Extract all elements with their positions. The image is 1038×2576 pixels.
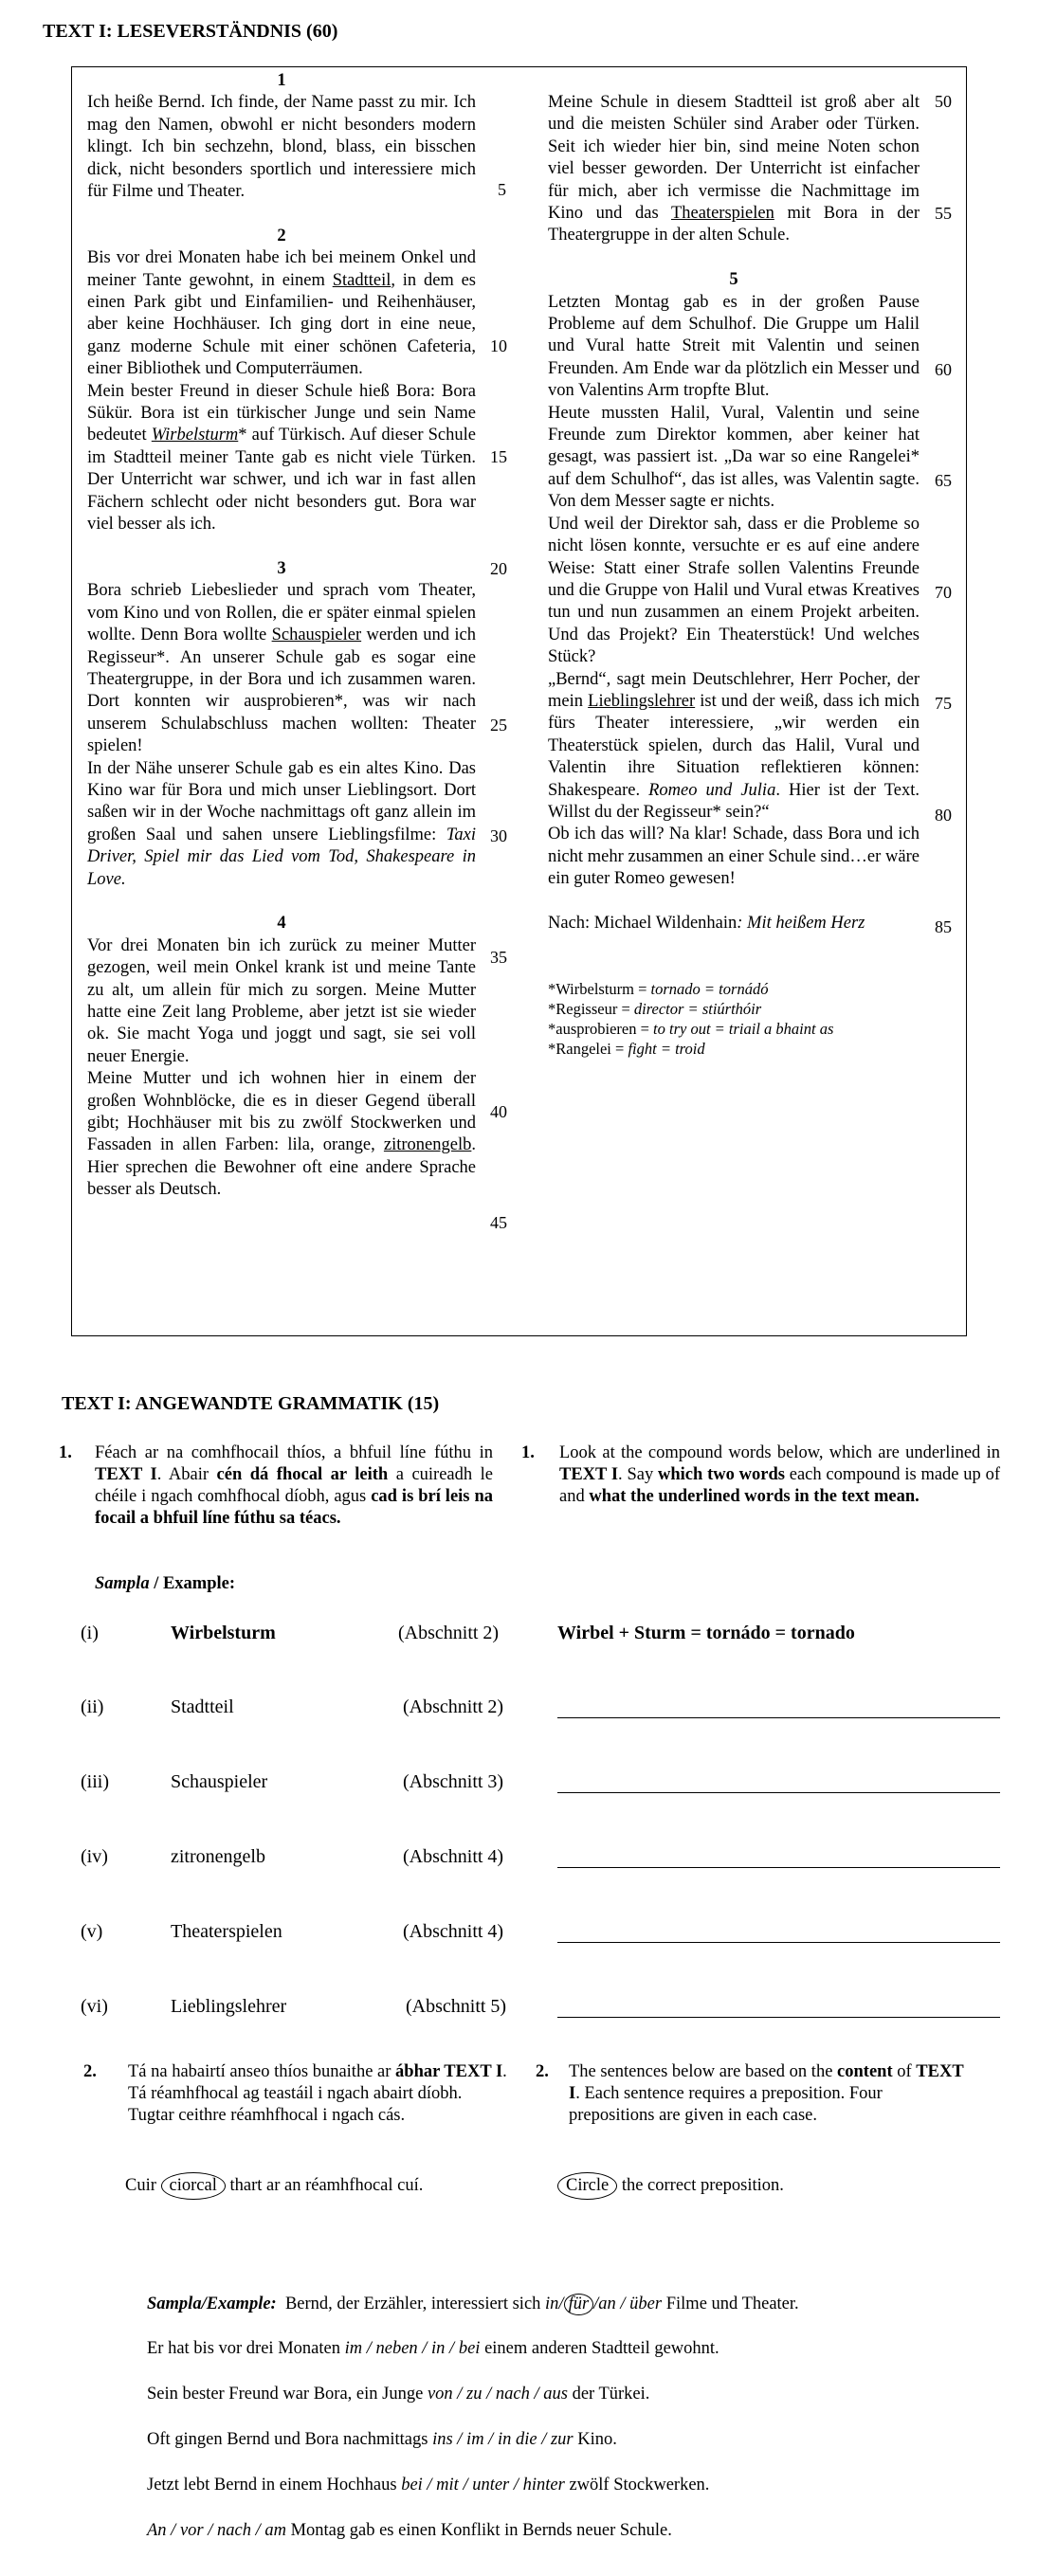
preposition-sentence: Er hat bis vor drei Monaten im / neben / in / bei einem anderen Stadtteil gewohnt. <box>147 2339 719 2358</box>
preposition-sentence: Jetzt lebt Bernd in einem Hochhaus bei / mit / unter / hinter zwölf Stockwerken. <box>147 2476 710 2494</box>
answer-line[interactable] <box>557 2017 1000 2018</box>
paragraph: Mein bester Freund in dieser Schule hieß Bora: Bora Sükür. Bora ist ein türkischer Junge und sein Name bedeutet Wirbelsturm* auf Türkisch. Auf dieser Schule im Stadtteil meiner Tante gab es nicht viele Türken. Der Unterricht war schwer, und ich war in fast allen Fächern schlecht oder nicht besonders gut. Bora war viel besser als ich. <box>87 381 476 535</box>
q1-instructions-irish: Féach ar na comhfhocail thíos, a bhfuil líne fúthu in TEXT I. Abair cén dá fhocal ar leith a cuireadh le chéile i ngach comhfhocal díobh, agus cad is brí leis na focail a bhfuil líne fúthu sa téacs. <box>95 1443 494 1528</box>
glossary <box>548 979 920 1059</box>
answer-line[interactable] <box>557 1792 1000 1793</box>
preposition-options[interactable]: An / vor / nach / am <box>147 2521 286 2540</box>
section-reference: (Abschnitt 4) <box>403 1921 504 1942</box>
section-reference: (Abschnitt 3) <box>403 1771 504 1792</box>
q2-instructions-english: The sentences below are based on the content of TEXT I. Each sentence requires a preposition. Four prepositions are given in each case. <box>569 2062 964 2125</box>
compound-word: Stadtteil <box>171 1696 234 1717</box>
line-number: 85 <box>935 917 952 936</box>
text-title: TEXT I: LESEVERSTÄNDNIS (60) <box>43 21 338 42</box>
item-number: (iv) <box>81 1846 108 1867</box>
item-number: (ii) <box>81 1696 104 1717</box>
q2-circle-instruction-english: Circle the correct preposition. <box>557 2172 784 2200</box>
source-credit: Nach: Michael Wildenhain: Mit heißem Herz <box>548 914 865 933</box>
item-number: (v) <box>81 1921 103 1942</box>
paragraph: „Bernd“, sagt mein Deutschlehrer, Herr Pocher, der mein Lieblingslehrer ist und der weiß, dass ich mich fürs Theater interessiere, „wir werden ein Theaterstück spielen, durch das Halil, Vural und Valentin ihre Situation reflektieren können: Shakespeare. Romeo und Julia. Hier ist der Text. Willst du der Regisseur* sein?“ <box>548 669 920 822</box>
question-number: 2. <box>536 2062 549 2081</box>
question-number: 1. <box>59 1443 72 1462</box>
section-reference: (Abschnitt 2) <box>403 1696 504 1717</box>
paragraph: Vor drei Monaten bin ich zurück zu meiner Mutter gezogen, weil mein Onkel krank ist und meine Tante zu alt, um allein für mich zu sorgen. Meine Mutter hatte eine Zeit lang Probleme, aber jetzt ist sie wieder ok. Sie macht Yoga und joggt und sagt, sie sei voll neuer Energie. <box>87 935 476 1066</box>
line-number: 55 <box>935 204 952 223</box>
example-sentence: Sampla/Example: Bernd, der Erzähler, interessiert sich in/ für /an / über Filme und Theater. <box>147 2295 799 2313</box>
preposition-options[interactable]: von / zu / nach / aus <box>427 2385 568 2404</box>
line-number: 50 <box>935 92 952 111</box>
compound-word: Wirbelsturm <box>171 1623 276 1643</box>
section-reference: (Abschnitt 5) <box>406 1996 507 2017</box>
line-number: 45 <box>490 1213 507 1232</box>
glossary-item: *Regisseur = director = stiúrthóir <box>548 1000 762 1019</box>
circled-answer: für <box>564 2294 594 2315</box>
section-reference: (Abschnitt 4) <box>403 1846 504 1867</box>
right-column <box>548 92 920 1059</box>
paragraph: Ob ich das will? Na klar! Schade, dass Bora und ich nicht mehr zusammen an einer Schule sind…er wäre ein guter Romeo gewesen! <box>548 825 920 889</box>
line-number: 20 <box>490 559 507 578</box>
answer-line[interactable] <box>557 1942 1000 1943</box>
answer-line[interactable] <box>557 1867 1000 1868</box>
section-number: 1 <box>277 71 286 90</box>
section-number: 4 <box>277 914 286 934</box>
compound-word: Lieblingslehrer <box>171 1996 287 2017</box>
preposition-sentence: Sein bester Freund war Bora, ein Junge von / zu / nach / aus der Türkei. <box>147 2385 650 2404</box>
preposition-sentence: Oft gingen Bernd und Bora nachmittags ins / im / in die / zur Kino. <box>147 2430 617 2449</box>
circle-example: Circle <box>557 2172 617 2200</box>
circle-example: ciorcal <box>161 2172 226 2200</box>
paragraph: Ich heiße Bernd. Ich finde, der Name passt zu mir. Ich mag den Namen, obwohl er nicht besonders modern klingt. Ich bin sechzehn, blond, blass, ein bisschen dick, nicht besonders sportlich und interessiere mich für Filme und Theater. <box>87 93 476 202</box>
paragraph: Bis vor drei Monaten habe ich bei meinem Onkel und meiner Tante gewohnt, in einem Stadtteil, in dem es einen Park gibt und Einfamilien- und Reihenhäuser, aber keine Hochhäuser. Ich ging dort in eine neue, ganz moderne Schule mit einer schönen Cafeteria, einer Bibliothek und Computerräumen. <box>87 248 477 379</box>
section-number: 2 <box>277 226 286 245</box>
compound-word: zitronengelb <box>171 1846 265 1867</box>
compound-word: Schauspieler <box>171 1771 268 1792</box>
item-number: (iii) <box>81 1771 109 1792</box>
paragraph: Und weil der Direktor sah, dass er die Probleme so nicht lösen konnte, versuchte er es auf eine andere Weise: Statt einer Strafe sollen Valentins Freunde und die Gruppe von Halil und Vural etwas Kreatives tun und nun zusammen an einem Projekt arbeiten. Und das Projekt? Ein Theaterstück! Und welches Stück? <box>548 514 920 667</box>
line-number: 65 <box>935 471 952 490</box>
preposition-options[interactable]: bei / mit / unter / hinter <box>401 2476 565 2494</box>
glossary-item: *ausprobieren = to try out = triail a bhaint as <box>548 1020 834 1039</box>
paragraph: Heute mussten Halil, Vural, Valentin und seine Freunde zum Direktor kommen, aber keiner hat gesagt, was passiert ist. „Da war so eine Rangelei* auf dem Schulhof“, das ist alles, was Valentin sagte. Von dem Messer sagte er nichts. <box>548 403 920 512</box>
line-number: 40 <box>490 1102 507 1121</box>
question-number: 2. <box>83 2062 97 2081</box>
grammar-title: TEXT I: ANGEWANDTE GRAMMATIK (15) <box>62 1393 440 1414</box>
answer-line[interactable] <box>557 1717 1000 1718</box>
line-number: 15 <box>490 447 507 466</box>
section-number: 5 <box>729 270 738 290</box>
line-number: 30 <box>490 826 507 845</box>
preposition-sentence: An / vor / nach / am Montag gab es einen Konflikt in Bernds neuer Schule. <box>147 2521 672 2540</box>
glossary-item: *Rangelei = fight = troid <box>548 1040 705 1059</box>
glossary-item: *Wirbelsturm = tornado = tornádó <box>548 980 769 999</box>
line-number: 75 <box>935 694 952 713</box>
section-reference: (Abschnitt 2) <box>398 1623 500 1643</box>
section-number: 3 <box>277 558 286 578</box>
q1-instructions-english: Look at the compound words below, which are underlined in TEXT I. Say which two words each compound is made up of and what the underlined words in the text mean. <box>559 1443 1001 1506</box>
paragraph: In der Nähe unserer Schule gab es ein altes Kino. Das Kino war für Bora und mich unser Lieblingsort. Dort saßen wir in der Woche nachmittags oft ganz allein im großen Saal und sahen unsere Lieblingsfilme: Taxi Driver, Spiel mir das Lied vom Tod, Shakespeare in Love. <box>87 758 476 889</box>
line-number: 60 <box>935 360 952 379</box>
example-label: Sampla / Example: <box>95 1574 236 1593</box>
q2-circle-instruction-irish: Cuir ciorcal thart ar an réamhfhocal cuí. <box>125 2172 423 2200</box>
line-number: 25 <box>490 716 507 735</box>
paragraph: Bora schrieb Liebeslieder und sprach vom Theater, vom Kino und von Rollen, die er später einmal spielen wollte. Denn Bora wollte Schauspieler werden und ich Regisseur*. An unserer Schule gab es sogar eine Theatergruppe, in der Bora und ich zusammen waren. Dort konnten wir ausprobieren*, was wir nach unserem Schulabschluss machen wollten: Theater spielen! <box>87 581 477 756</box>
q2-instructions-irish: Tá na habairtí anseo thíos bunaithe ar ábhar TEXT I. Tá réamhfhocal ag teastáil i ngach abairt díobh. Tugtar ceithre réamhfhocal i ngach cás. <box>128 2062 507 2125</box>
paragraph: Letzten Montag gab es in der großen Pause Probleme auf dem Schulhof. Die Gruppe um Halil und Vural hatte Streit mit Valentin und seinen Freunden. Am Ende war da plötzlich ein Messer und von Valentins Arm tropfte Blut. <box>548 292 920 401</box>
preposition-options[interactable]: ins / im / in die / zur <box>432 2430 574 2449</box>
example-answer: Wirbel + Sturm = tornádo = tornado <box>557 1623 855 1643</box>
item-number: (vi) <box>81 1996 108 2017</box>
paragraph: Meine Schule in diesem Stadtteil ist groß aber alt und die meisten Schüler sind Araber oder Türken. Seit ich wieder hier bin, sind meine Noten schon viel besser geworden. Der Unterricht ist einfacher für mich, aber ich vermisse die Nachmittage im Kino und das Theaterspielen mit Bora in der Theatergruppe in der alten Schule. <box>548 93 920 245</box>
left-column <box>87 70 476 1202</box>
line-number: 80 <box>935 806 952 825</box>
line-number: 5 <box>498 180 506 199</box>
line-number: 10 <box>490 336 507 355</box>
line-number: 70 <box>935 583 952 602</box>
line-number: 35 <box>490 948 507 967</box>
paragraph: Meine Mutter und ich wohnen hier in einem der großen Wohnblöcke, die es in dieser Gegend überall gibt; Hochhäuser mit bis zu zwölf Stockwerken und Fassaden in allen Farben: lila, orange, zitronengelb. Hier sprechen die Bewohner oft eine andere Sprache besser als Deutsch. <box>87 1069 476 1200</box>
question-number: 1. <box>521 1443 535 1462</box>
compound-word: Theaterspielen <box>171 1921 282 1942</box>
preposition-options[interactable]: im / neben / in / bei <box>344 2339 481 2358</box>
item-number: (i) <box>81 1623 99 1643</box>
